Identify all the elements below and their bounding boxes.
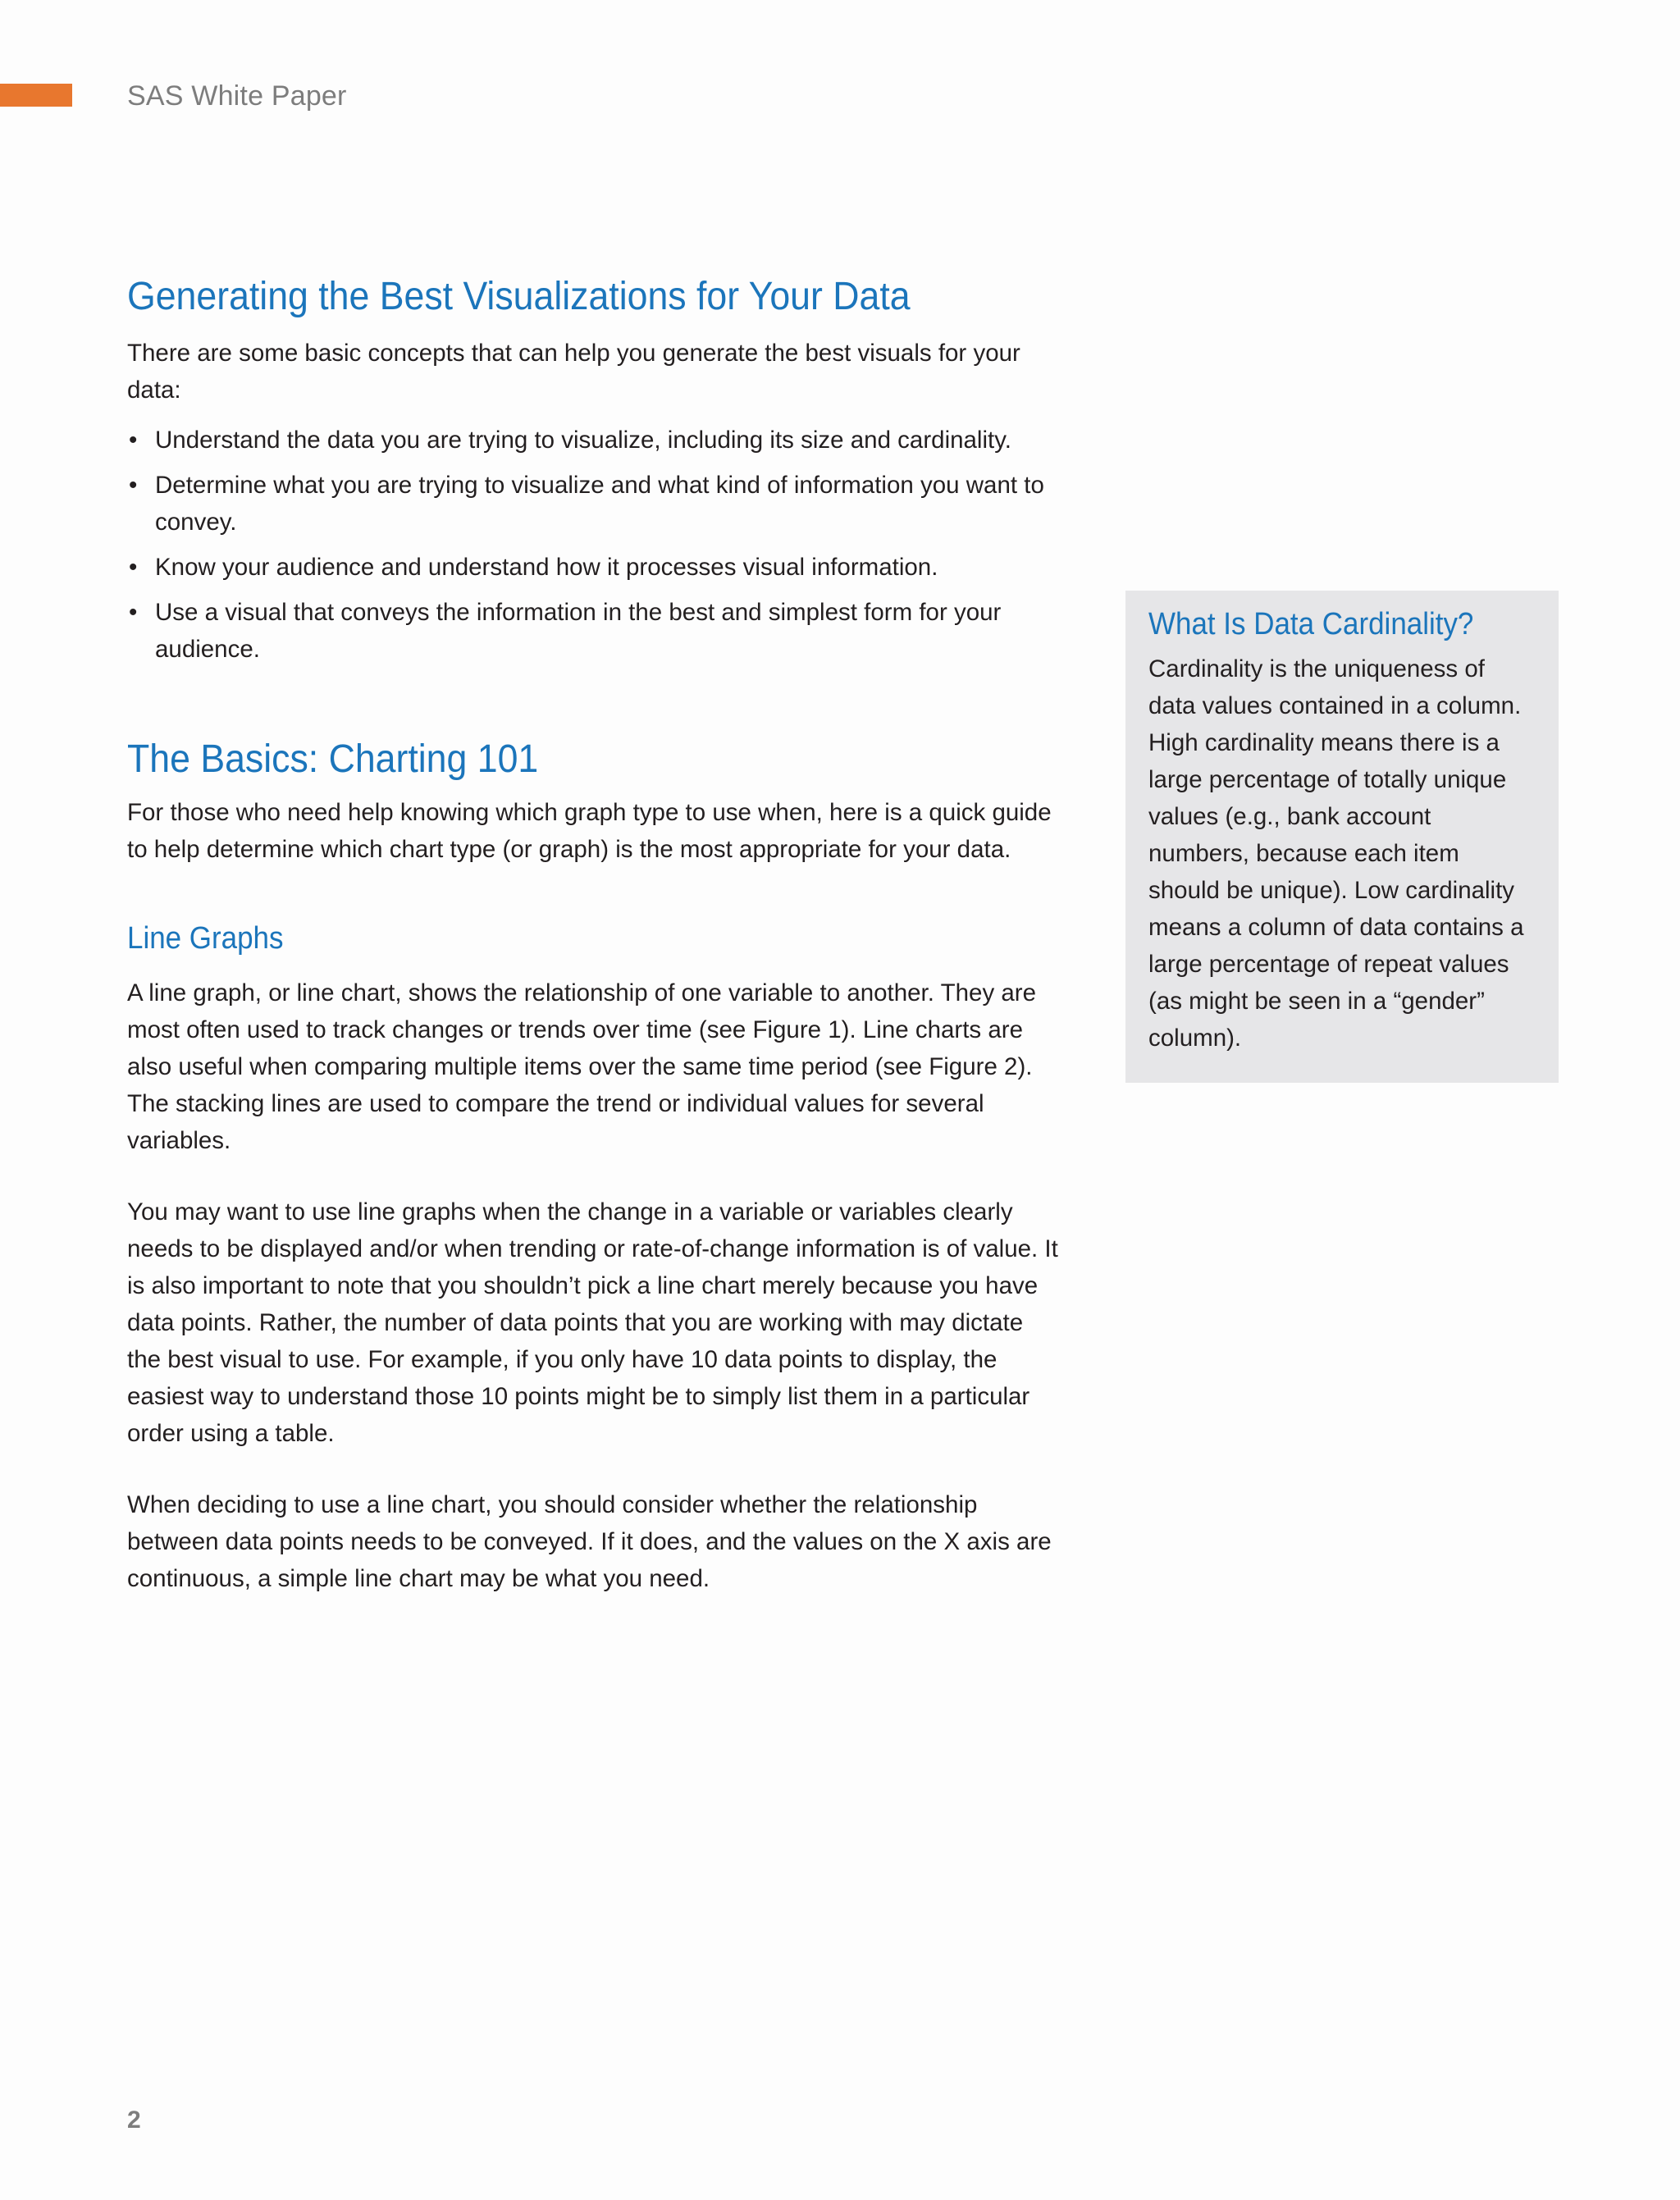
bullet-icon: • — [129, 554, 138, 581]
section-intro-charting-101: For those who need help knowing which graph type to use when, here is a quick guide to help determine which chart type (or graph) is the most appropriate for your data. — [127, 799, 1052, 863]
subsection-heading-line-graphs: Line Graphs — [127, 921, 284, 956]
line-graphs-paragraph-3: When deciding to use a line chart, you should consider whether the relationship between data points needs to be conveyed. If it does, and the values on the X axis are continuous, a simple line chart may be what you need. — [127, 1491, 1052, 1592]
list-item-text: Understand the data you are trying to visualize, including its size and cardinality. — [155, 427, 1011, 454]
running-header: SAS White Paper — [127, 80, 347, 112]
sidebar-text: Cardinality is the uniqueness of data values contained in a column. High cardinality means there is a large percentage of totally unique values (e.g., bank account numbers, because each item should be unique). Low cardinality means a column of data contains a large percentage of repeat values (as might be seen in a “gender” column). — [1148, 655, 1524, 1052]
section-heading-visualizations: Generating the Best Visualizations for Your Data — [127, 275, 911, 318]
page-number: 2 — [127, 2106, 141, 2134]
section-heading-charting-101: The Basics: Charting 101 — [127, 737, 539, 781]
sidebar-callout — [1125, 591, 1559, 1083]
bullet-icon: • — [129, 427, 138, 454]
list-item-text: Use a visual that conveys the information in the best and simplest form for your audience. — [155, 599, 1002, 663]
header-accent-bar — [0, 84, 72, 107]
list-item-text: Determine what you are trying to visualize and what kind of information you want to convey. — [155, 472, 1044, 536]
bullet-icon: • — [129, 472, 138, 499]
line-graphs-paragraph-2: You may want to use line graphs when the change in a variable or variables clearly needs to be displayed and/or when trending or rate-of-change information is of value. It is also important to note that you shouldn’t pick a line chart merely because you have data points. Rather, the number of data points that you are working with may dictate the best visual to use. For example, if you only have 10 data points to display, the easiest way to understand those 10 points might be to simply list them in a particular order using a table. — [127, 1198, 1058, 1447]
concepts-bullet-list — [127, 422, 1062, 668]
line-graphs-paragraph-1: A line graph, or line chart, shows the relationship of one variable to another. They are most often used to track changes or trends over time (see Figure 1). Line charts are also useful when comparing multiple items over the same time period (see Figure 2). The stacking lines are used to compare the trend or individual values for several variables. — [127, 979, 1037, 1154]
list-item — [127, 549, 1062, 586]
list-item — [127, 422, 1062, 459]
bullet-icon: • — [129, 599, 138, 626]
main-column — [127, 271, 1062, 1597]
list-item — [127, 467, 1062, 541]
sidebar-heading: What Is Data Cardinality? — [1148, 607, 1474, 641]
list-item-text: Know your audience and understand how it processes visual information. — [155, 554, 938, 581]
section-intro-visualizations: There are some basic concepts that can help you generate the best visuals for your data: — [127, 340, 1020, 404]
list-item — [127, 594, 1062, 668]
